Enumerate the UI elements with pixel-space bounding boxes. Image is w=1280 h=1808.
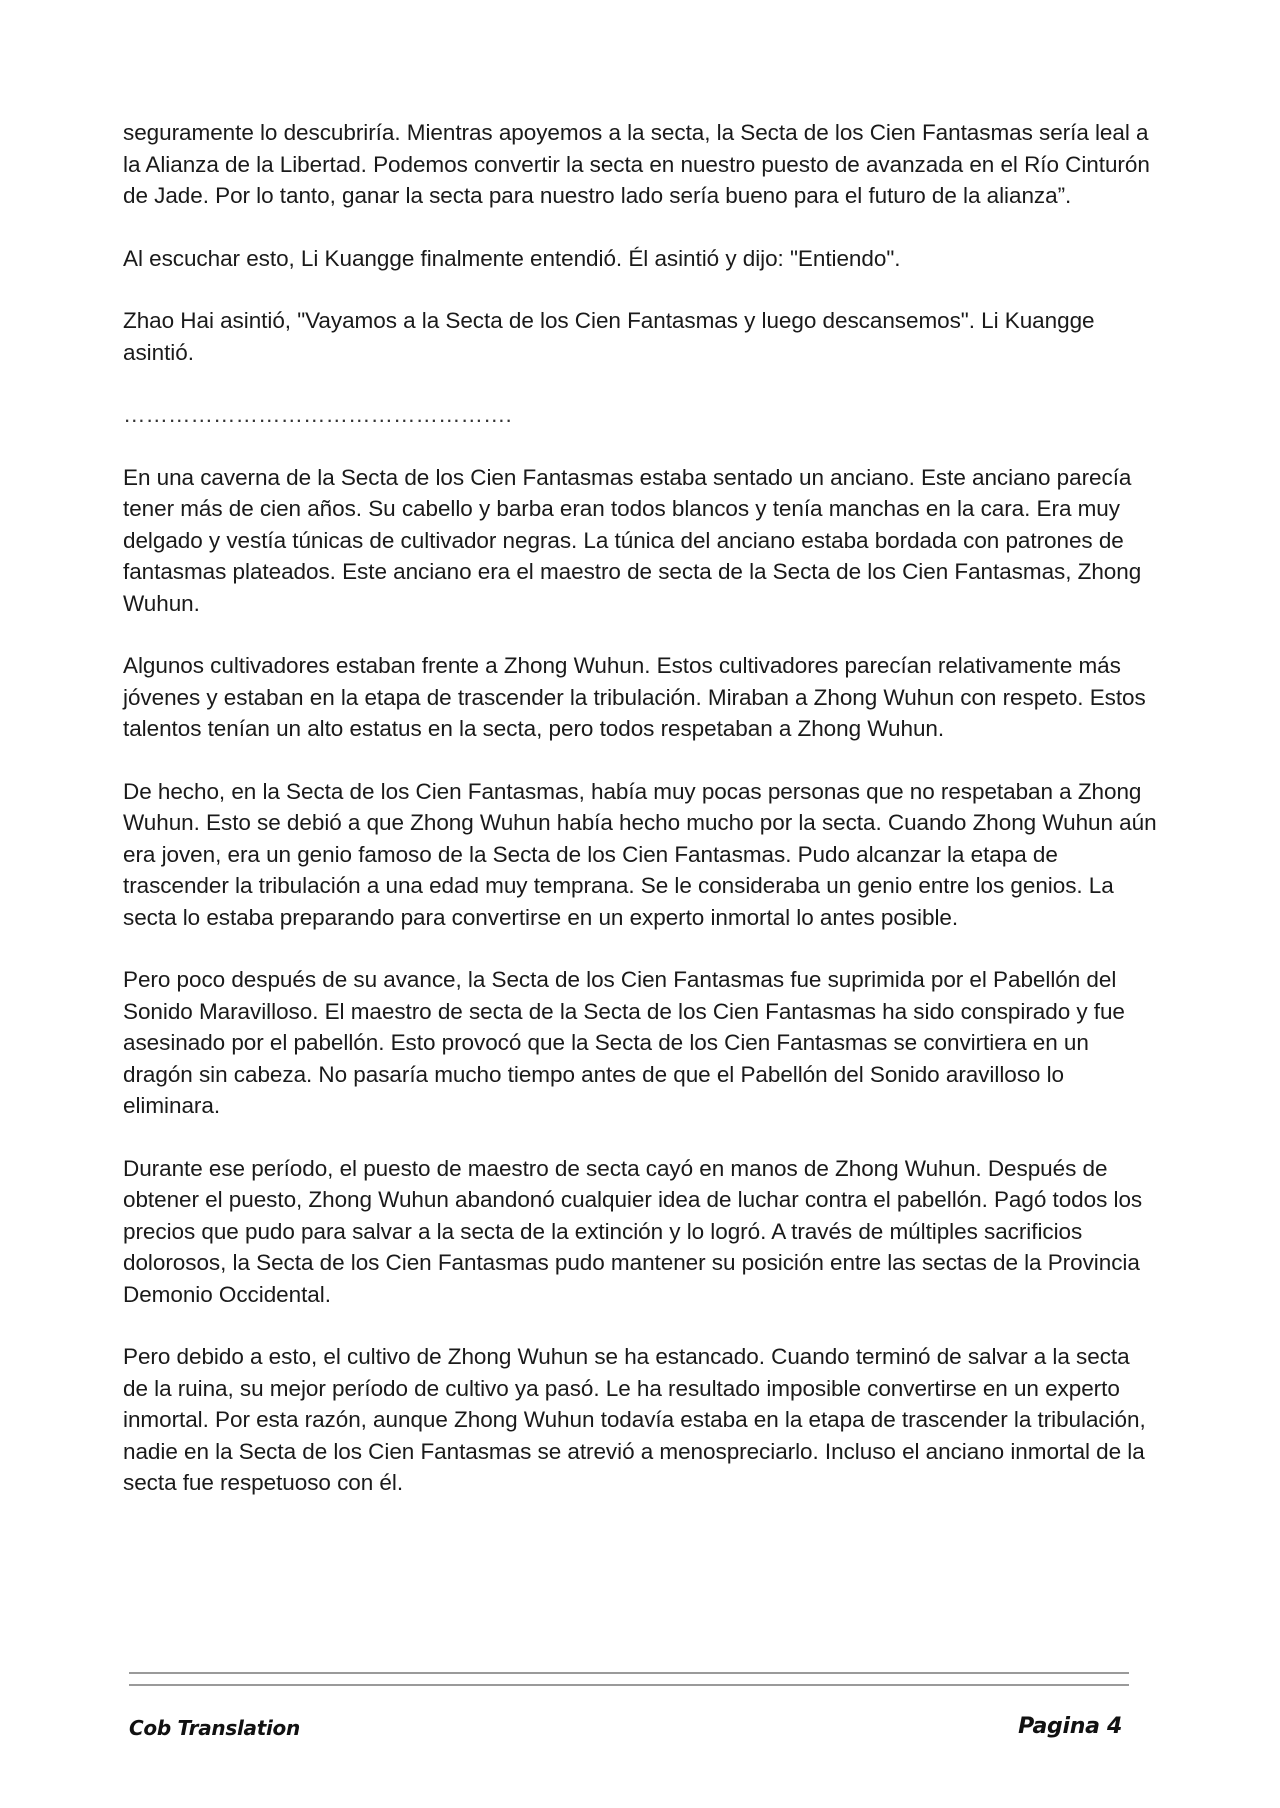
paragraph: Al escuchar esto, Li Kuangge finalmente entendió. Él asintió y dijo: "Entiendo". xyxy=(123,245,901,271)
footer-page-number: Pagina 4 xyxy=(1018,1714,1122,1739)
footer-divider-bottom xyxy=(129,1684,1129,1686)
footer-publisher: Cob Translation xyxy=(129,1716,300,1740)
page-body xyxy=(123,117,1158,1530)
paragraph: De hecho, en la Secta de los Cien Fantasmas, había muy pocas personas que no respetaban a Zhong Wuhun. Esto se debió a que Zhong Wuhun había hecho mucho por la secta. Cuando Zhong Wuhun aún era joven, era un genio famoso de la Secta de los Cien Fantasmas. Pudo alcanzar la etapa de trascender la tribulación a una edad muy temprana. Se le consideraba un genio entre los genios. La secta lo estaba preparando para convertirse en un experto inmortal lo antes posible. xyxy=(123,778,1157,930)
paragraph: Pero poco después de su avance, la Secta de los Cien Fantasmas fue suprimida por el Pabellón del Sonido Maravilloso. El maestro de secta de la Secta de los Cien Fantasmas ha sido conspirado y fue asesinado por el pabellón. Esto provocó que la Secta de los Cien Fantasmas se convirtiera en un dragón sin cabeza. No pasaría mucho tiempo antes de que el Pabellón del Sonido aravilloso lo eliminara. xyxy=(123,967,1125,1118)
paragraph: Durante ese período, el puesto de maestro de secta cayó en manos de Zhong Wuhun. Después de obtener el puesto, Zhong Wuhun abandonó cualquier idea de luchar contra el pabellón. Pagó todos los precios que pudo para salvar a la secta de la extinción y lo logró. A través de múltiples sacrificios dolorosos, la Secta de los Cien Fantasmas pudo mantener su posición entre las sectas de la Provincia Demonio Occidental. xyxy=(123,1155,1143,1307)
paragraph: Pero debido a esto, el cultivo de Zhong Wuhun se ha estancado. Cuando terminó de salvar a la secta de la ruina, su mejor período de cultivo ya pasó. Le ha resultado imposible convertirse en un experto inmortal. Por esta razón, aunque Zhong Wuhun todavía estaba en la etapa de trascender la tribulación, nadie en la Secta de los Cien Fantasmas se atrevió a menospreciarlo. Incluso el anciano inmortal de la secta fue respetuoso con él. xyxy=(123,1344,1146,1495)
paragraph: Algunos cultivadores estaban frente a Zhong Wuhun. Estos cultivadores parecían relativamente más jóvenes y estaban en la etapa de trascender la tribulación. Miraban a Zhong Wuhun con respeto. Estos talentos tenían un alto estatus en la secta, pero todos respetaban a Zhong Wuhun. xyxy=(123,653,1146,741)
scene-separator: ……………………………………………. xyxy=(123,402,512,427)
paragraph: seguramente lo descubriría. Mientras apoyemos a la secta, la Secta de los Cien Fantasmas sería leal a la Alianza de la Libertad. Podemos convertir la secta en nuestro puesto de avanzada en el Río Cinturón de Jade. Por lo tanto, ganar la secta para nuestro lado sería bueno para el futuro de la alianza”. xyxy=(123,120,1150,208)
paragraph: En una caverna de la Secta de los Cien Fantasmas estaba sentado un anciano. Este anciano parecía tener más de cien años. Su cabello y barba eran todos blancos y tenía manchas en la cara. Era muy delgado y vestía túnicas de cultivador negras. La túnica del anciano estaba bordada con patrones de fantasmas plateados. Este anciano era el maestro de secta de la Secta de los Cien Fantasmas, Zhong Wuhun. xyxy=(123,464,1142,616)
footer-divider-top xyxy=(129,1672,1129,1674)
paragraph: Zhao Hai asintió, "Vayamos a la Secta de los Cien Fantasmas y luego descansemos". Li Kuangge asintió. xyxy=(123,308,1095,365)
